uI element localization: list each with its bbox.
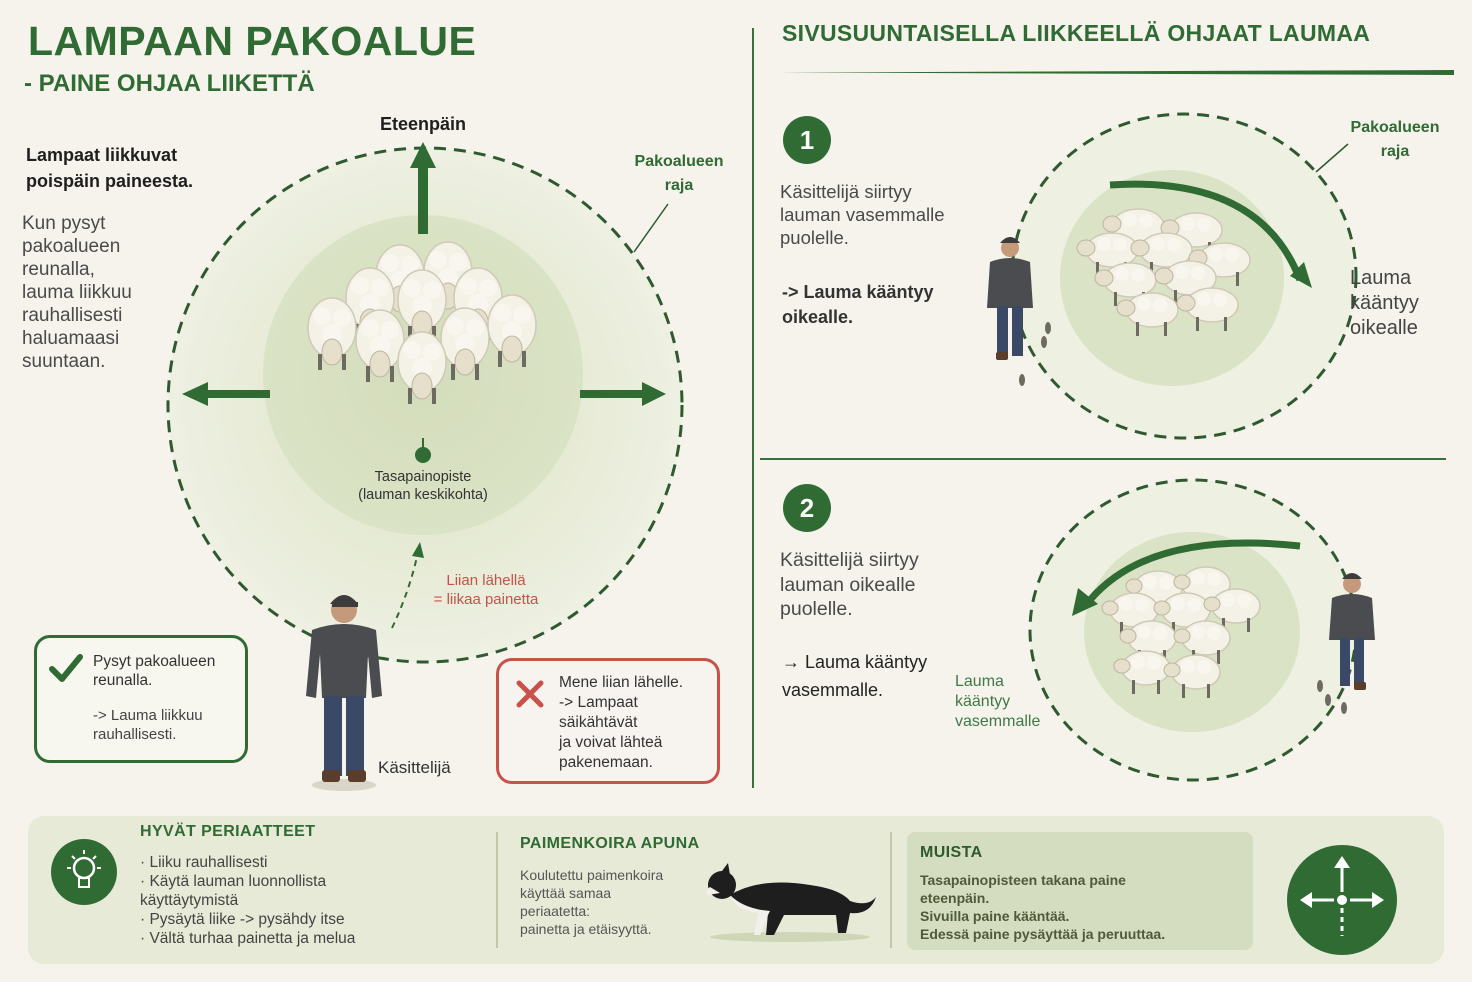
panel-divider: [890, 832, 892, 948]
intro-line: lauma liikkuu: [22, 282, 132, 303]
step1-zone-line1: Pakoalueen: [1350, 119, 1440, 136]
principles-heading: HYVÄT PERIAATTEET: [140, 823, 316, 840]
correct-line1: Pysyt pakoalueen: [93, 653, 216, 670]
too-close-line1: Liian lähellä: [446, 572, 526, 589]
title-underline: [778, 70, 1454, 75]
too-close-label: [418, 571, 554, 609]
balance-point-marker: [415, 447, 431, 463]
too-close-line2: = liikaa painetta: [433, 591, 539, 608]
step2-result-line1: → Lauma kääntyy: [782, 652, 928, 672]
intro-line: reunalla,: [22, 259, 95, 280]
direction-arrows-icon: [1286, 844, 1398, 956]
check-icon: [49, 654, 83, 684]
principles-list: [140, 853, 355, 948]
handler-label: Käsittelijä: [378, 758, 451, 777]
correct-example-box: [34, 635, 248, 763]
principle-item: · Käytä lauman luonnollista: [140, 873, 327, 890]
page-subtitle: - PAINE OHJAA LIIKETTÄ: [24, 70, 315, 97]
flight-zone-label-line1: Pakoalueen: [634, 153, 724, 170]
step1-badge: 1: [783, 116, 831, 164]
correct-line4: rauhallisesti.: [93, 726, 177, 743]
remember-line: Tasapainopisteen takana paine: [920, 872, 1126, 888]
remember-line: Sivuilla paine kääntää.: [920, 908, 1070, 924]
vertical-divider: [752, 28, 754, 788]
remember-heading: MUISTA: [920, 844, 983, 861]
correct-result: [93, 706, 203, 744]
correct-line2: reunalla.: [93, 672, 153, 689]
step2-turn-line: Lauma: [955, 673, 1004, 690]
step2-diagram: [760, 460, 1460, 800]
step1-result-line2: oikealle.: [782, 307, 854, 327]
lightbulb-icon: [50, 838, 118, 906]
wrong-line5: pakenemaan.: [559, 754, 653, 771]
step1-line: lauman vasemmalle: [780, 204, 945, 225]
dog-line: Koulutettu paimenkoira: [520, 867, 664, 883]
intro-line: suuntaan.: [22, 351, 106, 372]
step2-turn-line: kääntyy: [955, 693, 1011, 710]
intro-line: rauhallisesti: [22, 305, 123, 326]
dog-text: [520, 866, 663, 938]
flight-zone-label: [622, 150, 736, 198]
flight-zone-label-line2: raja: [664, 177, 694, 194]
balance-point-line2: (lauman keskikohta): [358, 487, 488, 503]
panel-divider: [496, 832, 498, 948]
correct-text: [93, 652, 215, 690]
balance-point-line1: Tasapainopiste: [374, 469, 472, 485]
wrong-line2: -> Lampaat: [559, 694, 638, 711]
step1-turn-line: kääntyy: [1350, 292, 1419, 314]
step2-turn-label: [955, 672, 1040, 732]
principle-item: käyttäytymistä: [140, 892, 239, 909]
step2-line: lauman oikealle: [780, 573, 916, 596]
balance-point-label: [330, 468, 516, 504]
wrong-line4: ja voivat lähteä: [559, 734, 663, 751]
step1-zone-line2: raja: [1380, 143, 1410, 160]
remember-line: eteenpäin.: [920, 890, 990, 906]
right-title: SIVUSUUNTAISELLA LIIKKEELLÄ OHJAAT LAUMAA: [782, 20, 1371, 46]
remember-text: [920, 871, 1165, 943]
step2-badge: 2: [783, 484, 831, 532]
step1-line: Käsittelijä siirtyy: [780, 181, 912, 202]
principle-item: · Vältä turhaa painetta ja melua: [140, 930, 356, 947]
wrong-example-box: [496, 658, 720, 784]
remember-line: Edessä paine pysäyttää ja peruuttaa.: [920, 926, 1166, 942]
step1-line: puolelle.: [780, 227, 849, 248]
page-title: LAMPAAN PAKOALUE: [28, 18, 477, 64]
intro-line: pakoalueen: [22, 236, 121, 257]
dog-icon: [700, 855, 880, 945]
wrong-line3: säikähtävät: [559, 714, 638, 731]
forward-label: Eteenpäin: [379, 114, 467, 134]
correct-line3: -> Lauma liikkuu: [93, 707, 203, 724]
cross-icon: [515, 679, 545, 709]
dog-heading: PAIMENKOIRA APUNA: [520, 835, 700, 852]
step1-zone-label: [1342, 116, 1448, 164]
intro-bold-line2: poispäin paineesta.: [26, 171, 194, 191]
step1-turn-label: [1350, 266, 1419, 341]
intro-line: haluamaasi: [22, 328, 120, 349]
wrong-line1: Mene liian lähelle.: [559, 674, 684, 691]
dog-line: painetta ja etäisyyttä.: [520, 921, 652, 937]
step2-line: Käsittelijä siirtyy: [780, 549, 919, 571]
intro-line: Kun pysyt: [22, 213, 106, 234]
step1-turn-line: oikealle: [1350, 317, 1418, 339]
intro-bold-line1: Lampaat liikkuvat: [26, 145, 178, 165]
step2-line: puolelle.: [780, 598, 853, 620]
step1-turn-line: Lauma: [1350, 267, 1412, 289]
dog-line: periaatetta:: [520, 903, 591, 919]
step1-result-line1: -> Lauma kääntyy: [782, 282, 934, 302]
principle-item: · Pysäytä liike -> pysähdy itse: [140, 911, 345, 928]
wrong-text: [559, 673, 683, 773]
dog-line: käyttää samaa: [520, 885, 612, 901]
step2-result-line2: vasemmalle.: [782, 680, 884, 700]
step2-turn-line: vasemmalle: [955, 713, 1041, 730]
principle-item: · Liiku rauhallisesti: [140, 854, 268, 871]
